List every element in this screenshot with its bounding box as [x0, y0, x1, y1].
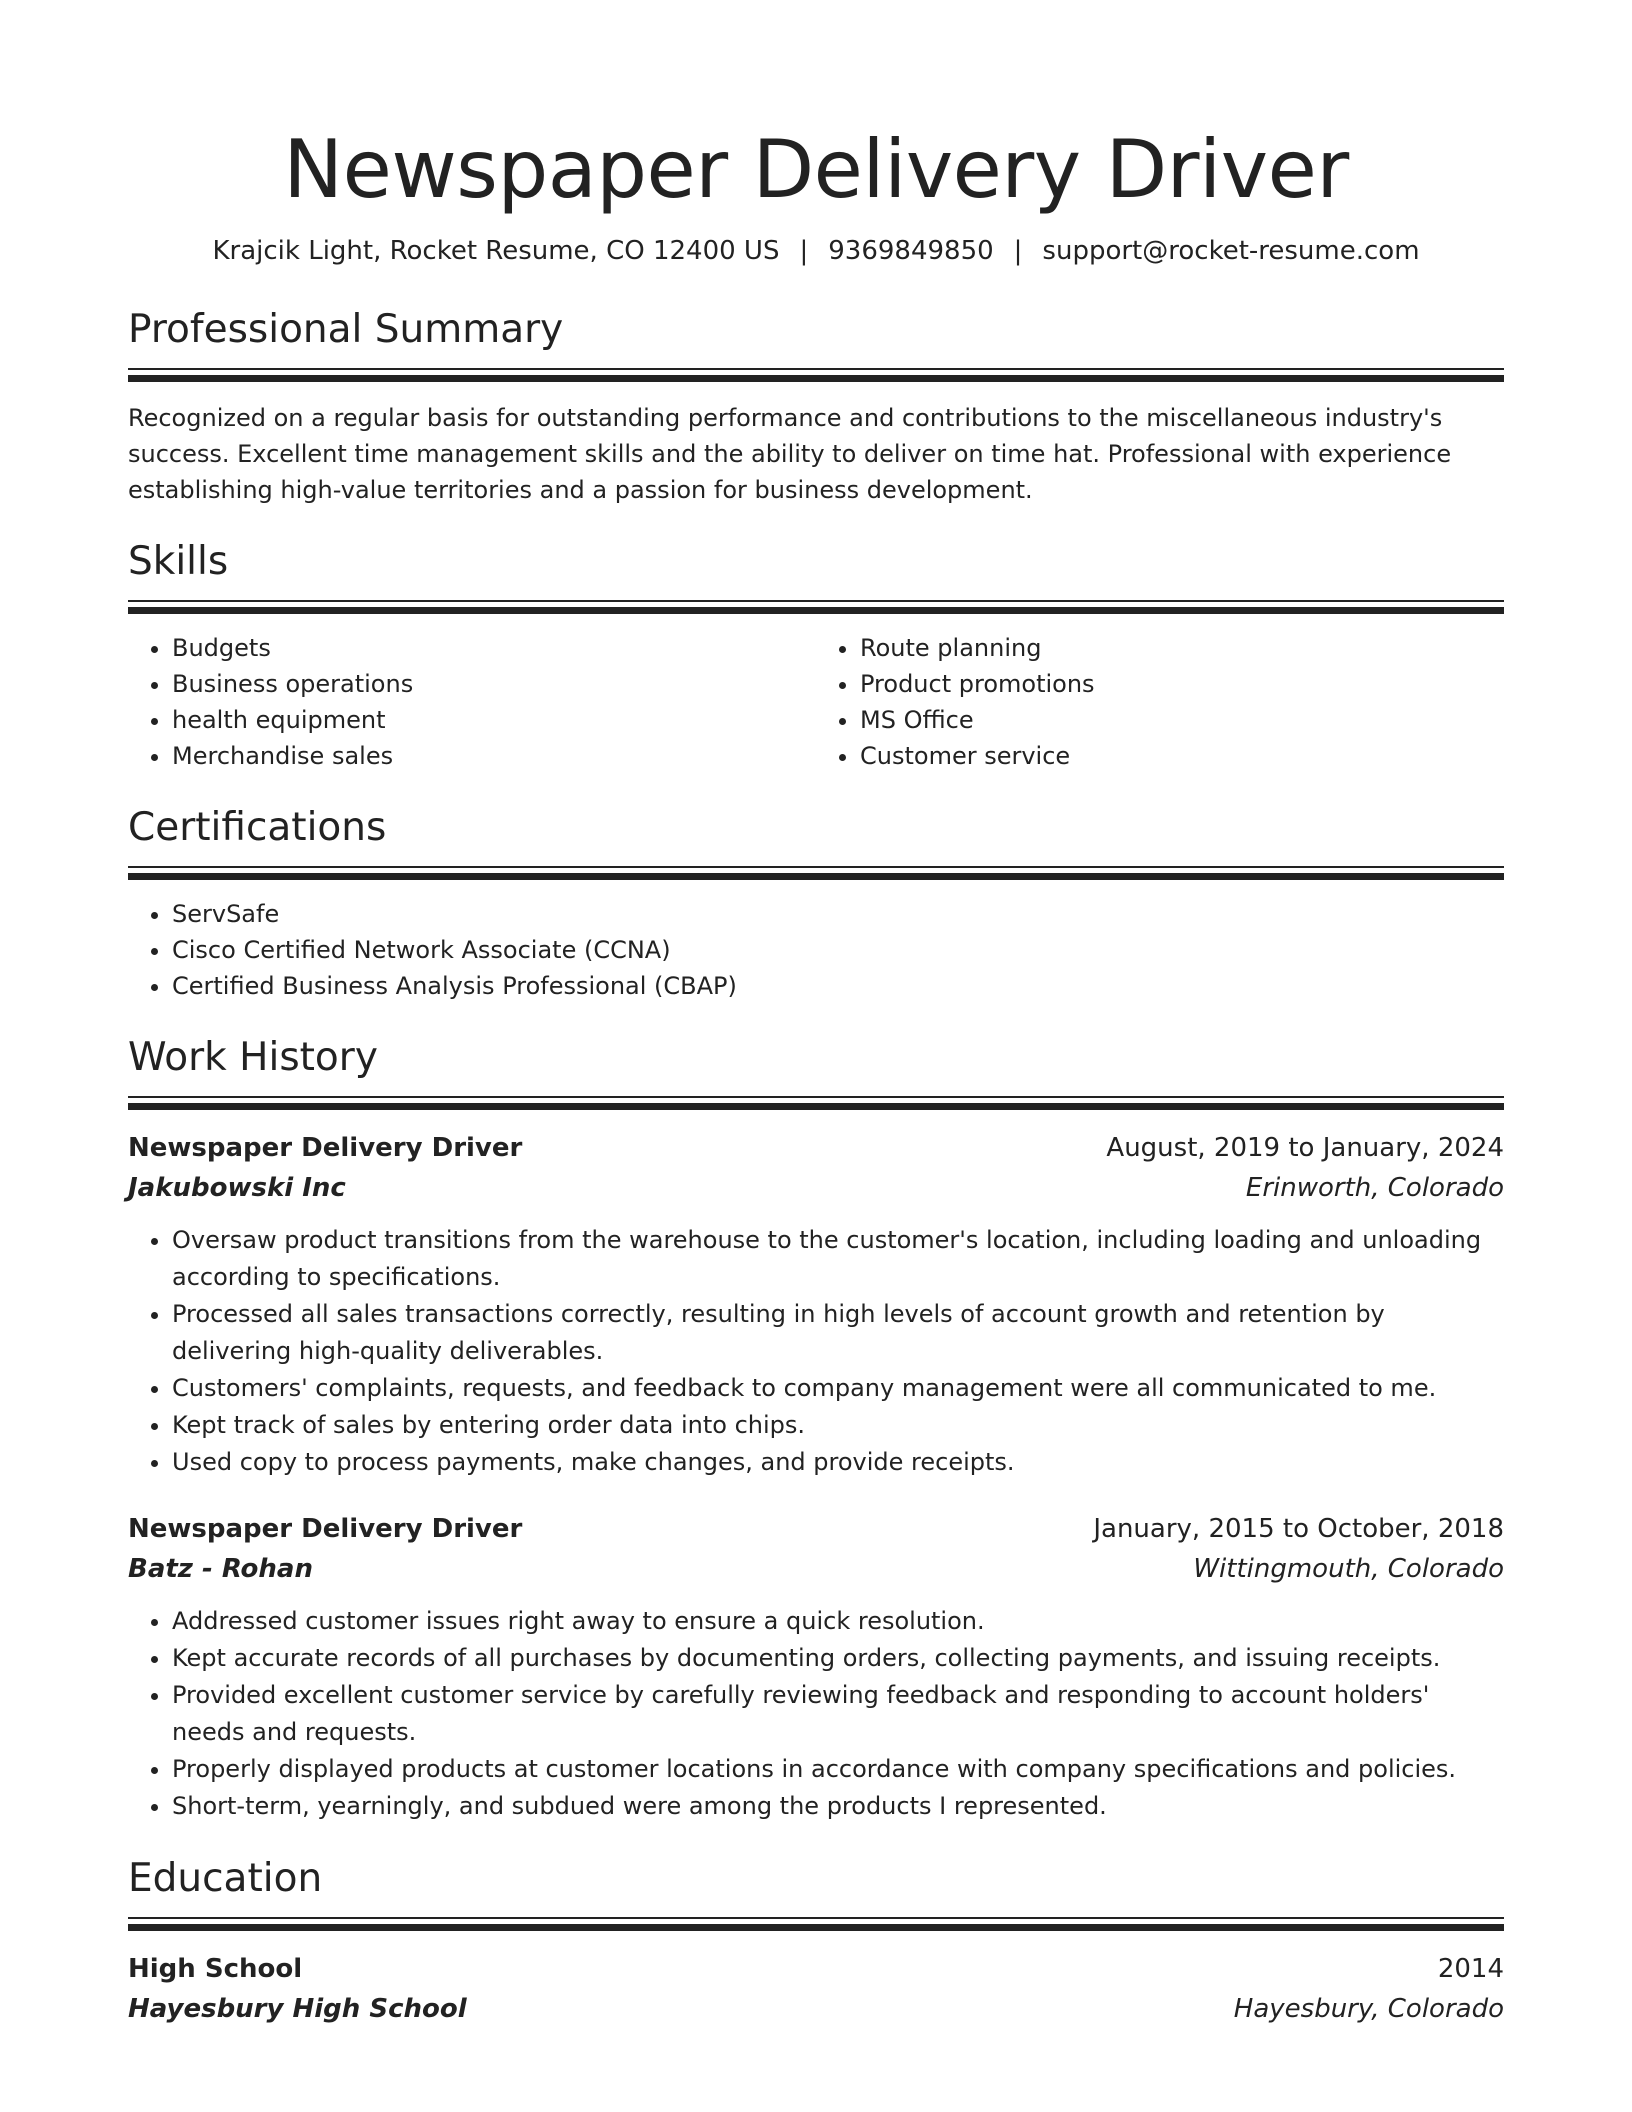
section-divider: [128, 600, 1504, 614]
skills-list-left: [128, 630, 816, 774]
list-item: • Cisco Certified Network Associate (CCNA): [172, 932, 1504, 968]
section-heading-certifications: Certifications: [128, 805, 387, 850]
skills-list-right: [816, 630, 1504, 774]
education-degree: High School: [128, 1954, 303, 1984]
list-item: • Customer service: [860, 738, 1504, 774]
job-entry: [128, 1128, 1504, 1481]
job-subheader: [128, 1168, 1504, 1208]
job-bullets: [128, 1603, 1504, 1825]
job-dates: August, 2019 to January, 2024: [1106, 1133, 1504, 1163]
list-item: • Route planning: [860, 630, 1504, 666]
education-section: [128, 1855, 1504, 2029]
education-year: 2014: [1437, 1954, 1504, 1984]
job-location: Wittingmouth, Colorado: [1193, 1554, 1504, 1584]
list-item: • Customers' complaints, requests, and feedback to company management were all communicated to me.: [172, 1370, 1504, 1407]
certifications-section: [128, 804, 1504, 1004]
job-location: Erinworth, Colorado: [1245, 1173, 1504, 1203]
list-item: • Certified Business Analysis Professional (CBAP): [172, 968, 1504, 1004]
contact-line: [128, 234, 1504, 268]
section-divider: [128, 1917, 1504, 1931]
list-item: • health equipment: [172, 702, 816, 738]
work-history-section: [128, 1034, 1504, 1825]
list-item: • Kept track of sales by entering order data into chips.: [172, 1407, 1504, 1444]
job-bullets: [128, 1222, 1504, 1481]
list-item: • Used copy to process payments, make changes, and provide receipts.: [172, 1444, 1504, 1481]
education-entry: [128, 1949, 1504, 2029]
education-header: [128, 1949, 1504, 1989]
list-item: • Addressed customer issues right away to ensure a quick resolution.: [172, 1603, 1504, 1640]
job-subheader: [128, 1549, 1504, 1589]
summary-section: [128, 306, 1504, 508]
section-heading-summary: Professional Summary: [128, 307, 564, 352]
job-header: [128, 1128, 1504, 1168]
list-item: • ServSafe: [172, 896, 1504, 932]
job-header: [128, 1509, 1504, 1549]
section-heading-education: Education: [128, 1856, 323, 1901]
job-employer: Jakubowski Inc: [128, 1173, 346, 1203]
education-location: Hayesbury, Colorado: [1233, 1994, 1504, 2024]
list-item: • Short-term, yearningly, and subdued were among the products I represented.: [172, 1788, 1504, 1825]
list-item: • Oversaw product transitions from the warehouse to the customer's location, including loading and unloading according to specifications.: [172, 1222, 1504, 1296]
contact-separator: |: [1013, 236, 1023, 266]
education-subheader: [128, 1989, 1504, 2029]
section-divider: [128, 368, 1504, 382]
skills-section: [128, 538, 1504, 774]
skills-grid: [128, 630, 1504, 774]
list-item: • Product promotions: [860, 666, 1504, 702]
section-heading-work-history: Work History: [128, 1035, 378, 1080]
job-employer: Batz - Rohan: [128, 1554, 313, 1584]
contact-email: support@rocket-resume.com: [1042, 236, 1420, 266]
summary-text: Recognized on a regular basis for outstanding performance and contributions to the miscellaneous industry's success. Excellent time management skills and the ability to deliver on time hat. Professional with experience establishing high-value territories and a passion for business development.: [128, 404, 1452, 504]
section-divider: [128, 866, 1504, 880]
job-title: Newspaper Delivery Driver: [128, 1514, 523, 1544]
list-item: • Provided excellent customer service by carefully reviewing feedback and responding to account holders' needs and requests.: [172, 1677, 1504, 1751]
job-dates: January, 2015 to October, 2018: [1093, 1514, 1504, 1544]
contact-phone: 9369849850: [828, 236, 994, 266]
list-item: • Budgets: [172, 630, 816, 666]
certifications-list: [128, 896, 1504, 1004]
section-heading-skills: Skills: [128, 539, 229, 584]
list-item: • Merchandise sales: [172, 738, 816, 774]
resume-title: Newspaper Delivery Driver: [283, 123, 1349, 216]
list-item: • MS Office: [860, 702, 1504, 738]
contact-address: Krajcik Light, Rocket Resume, CO 12400 US: [212, 236, 780, 266]
education-school: Hayesbury High School: [128, 1994, 467, 2024]
list-item: • Processed all sales transactions correctly, resulting in high levels of account growth and retention by delivering high-quality deliverables.: [172, 1296, 1504, 1370]
job-title: Newspaper Delivery Driver: [128, 1133, 523, 1163]
list-item: • Kept accurate records of all purchases by documenting orders, collecting payments, and issuing receipts.: [172, 1640, 1504, 1677]
list-item: • Business operations: [172, 666, 816, 702]
contact-separator: |: [799, 236, 809, 266]
section-divider: [128, 1096, 1504, 1110]
list-item: • Properly displayed products at customer locations in accordance with company specifications and policies.: [172, 1751, 1504, 1788]
job-entry: [128, 1509, 1504, 1825]
